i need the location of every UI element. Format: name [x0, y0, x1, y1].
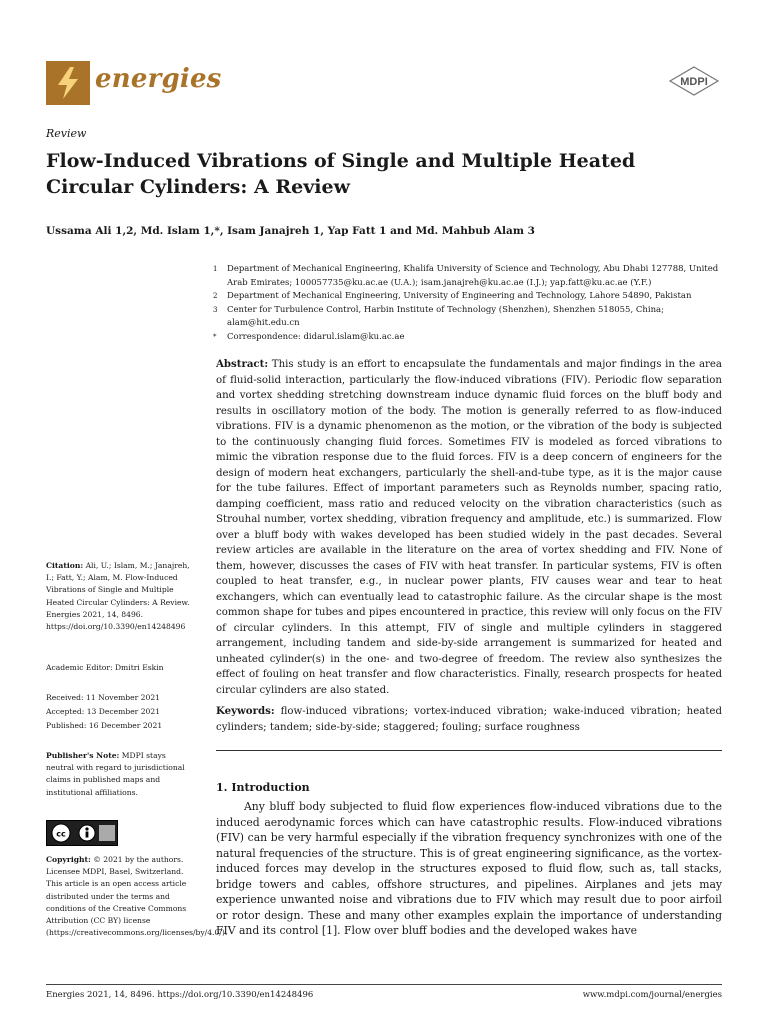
article-type: Review: [46, 127, 87, 140]
affiliation-mark: *: [213, 332, 217, 341]
affiliation-text: Correspondence: didarul.islam@ku.ac.ae: [227, 331, 405, 342]
accepted-date: Accepted: 13 December 2021: [46, 707, 161, 716]
svg-text:cc: cc: [56, 829, 66, 839]
academic-editor: Academic Editor: Dmitri Eskin: [46, 663, 164, 672]
section-heading: 1. Introduction: [216, 781, 310, 794]
journal-name[interactable]: energies: [95, 64, 222, 94]
publisher-note: [46, 750, 196, 799]
divider: [216, 750, 722, 751]
affiliation-mark: 3: [213, 305, 218, 314]
footer-journal-url[interactable]: www.mdpi.com/journal/energies: [582, 990, 722, 1000]
affiliation-item: [213, 331, 723, 345]
keywords-label: Keywords:: [216, 705, 275, 717]
affiliation-mark: 1: [213, 265, 218, 273]
affiliation-text: Department of Mechanical Engineering, Khalifa University of Science and Technology, Abu Dhabi 127788, United Arab Emirates; 100057735@ku.ac.ae (U.A.); isam.janajreh@ku.ac.ae (I.J.); yap.fatt@ku.ac.ae (Y.F.): [227, 264, 719, 288]
citation-label: Citation:: [46, 561, 84, 570]
affiliation-mark: 2: [213, 292, 218, 300]
cc-by-badge-icon[interactable]: [46, 820, 118, 846]
publisher-note-text: MDPI stays neutral with regard to jurisdictional claims in published maps and institutional affiliations.: [46, 751, 185, 797]
affiliations: [213, 263, 723, 344]
affiliation-text: Center for Turbulence Control, Harbin Institute of Technology (Shenzhen), Shenzhen 518055, China; alam@hit.edu.cn: [227, 304, 664, 328]
journal-logo-icon: [46, 61, 90, 105]
article-title: Flow-Induced Vibrations of Single and Multiple Heated Circular Cylinders: A Review: [46, 150, 636, 198]
publisher-note-label: Publisher's Note:: [46, 751, 120, 760]
affiliation-item: [213, 304, 723, 331]
affiliation-text: Department of Mechanical Engineering, University of Engineering and Technology, Lahore 54890, Pakistan: [227, 291, 692, 301]
svg-text:MDPI: MDPI: [680, 76, 708, 88]
footer-divider: [46, 984, 722, 985]
footer-citation[interactable]: Energies 2021, 14, 8496. https://doi.org/10.3390/en14248496: [46, 990, 314, 1000]
abstract-label: Abstract:: [216, 358, 269, 370]
keywords-text: flow-induced vibrations; vortex-induced vibration; wake-induced vibration; heated cylinders; tandem; side-by-side; staggered; fouling; surface roughness: [216, 706, 722, 733]
abstract-text: This study is an effort to encapsulate the fundamentals and major findings in the area of fluid-solid interaction, particularly the flow-induced vibrations (FIV). Periodic flow separation and vortex shedding stretching downstream induce dynamic fluid forces on the bluff body and results in oscillatory motion of the body. The motion is generally referred to as flow-induced vibrations. FIV is a dynamic phenomenon as the motion, or the vibration of the body is subjected to the continuously changing fluid forces. Sometimes FIV is modeled as forced vibrations to mimic the vibration response due to the fluid forces. FIV is a deep concern of engineers for the design of modern heat exchangers, particularly the shell-and-tube type, as it is the major cause for the tube failures. Effect of important parameters such as Reynolds number, spacing ratio, damping coefficient, mass ratio and reduced velocity on the vibration characteristics (such as Strouhal number, vortex shedding, vibration frequency and amplitude, etc.) is summarized. Flow over a bluff body with wakes developed has been studied widely in the past decades. Several review articles are available in the literature on the area of vortex shedding and FIV. None of them, however, discusses the cases of FIV with heat transfer. In particular systems, FIV is often coupled to heat transfer, e.g., in nuclear power plants, FIV causes wear and tear to heat exchangers, which can eventually lead to catastrophic failure. As the circular shape is the most common shape for tubes and pipes encountered in practice, this review will only focus on the FIV of circular cylinders. In this attempt, FIV of single and multiple cylinders in staggered arrangement, including tandem and side-by-side arrangement is summarized for heated and unheated cylinder(s) in the one- and two-degree of freedom. The review also synthesizes the effect of fouling on heat transfer and flow characteristics. Finally, research prospects for heated circular cylinders are also stated.: [216, 359, 722, 696]
copyright-label: Copyright:: [46, 855, 91, 864]
intro-paragraph: Any bluff body subjected to fluid flow experiences flow-induced vibrations due to the induced aerodynamic forces which can have catastrophic results. Flow-induced vibrations (FIV) can be very harmful especially if the vibration frequency synchronizes with one of the natural frequencies of the structure. This is of great engineering significance, as the vortex-induced forces may develop in the structures exposed to fluid flow, such as, tall stacks, bridge towers and cables, offshore structures, and pipelines. Airplanes and jets may experience unwanted noise and vibrations due to FIV which may result due to poor airfoil or rotor design. These and many other examples explain the importance of understanding FIV and its control [1]. Flow over bluff bodies and the developed wakes have: [216, 800, 722, 937]
received-date: Received: 11 November 2021: [46, 693, 161, 702]
copyright-block: [46, 854, 228, 939]
citation-block: [46, 560, 196, 633]
citation-text[interactable]: Ali, U.; Islam, M.; Janajreh, I.; Fatt, Y.; Alam, M. Flow-Induced Vibrations of Single and Multiple Heated Circular Cylinders: A Review. Energies 2021, 14, 8496. https://doi.org/10.3390/en14248496: [46, 561, 190, 632]
copyright-text: © 2021 by the authors. Licensee MDPI, Basel, Switzerland. This article is an open access article distributed under the terms and conditions of the Creative Commons Attribution (CC BY) license (https://creativecommons.org/licenses/by/4.0/).: [46, 855, 228, 938]
abstract: [216, 357, 722, 698]
affiliation-item: [213, 263, 723, 290]
affiliation-item: [213, 290, 723, 304]
keywords: [216, 704, 722, 735]
mdpi-logo[interactable]: [668, 66, 720, 96]
author-list: Ussama Ali 1,2, Md. Islam 1,*, Isam Janajreh 1, Yap Fatt 1 and Md. Mahbub Alam 3: [46, 225, 535, 237]
published-date: Published: 16 December 2021: [46, 721, 163, 730]
